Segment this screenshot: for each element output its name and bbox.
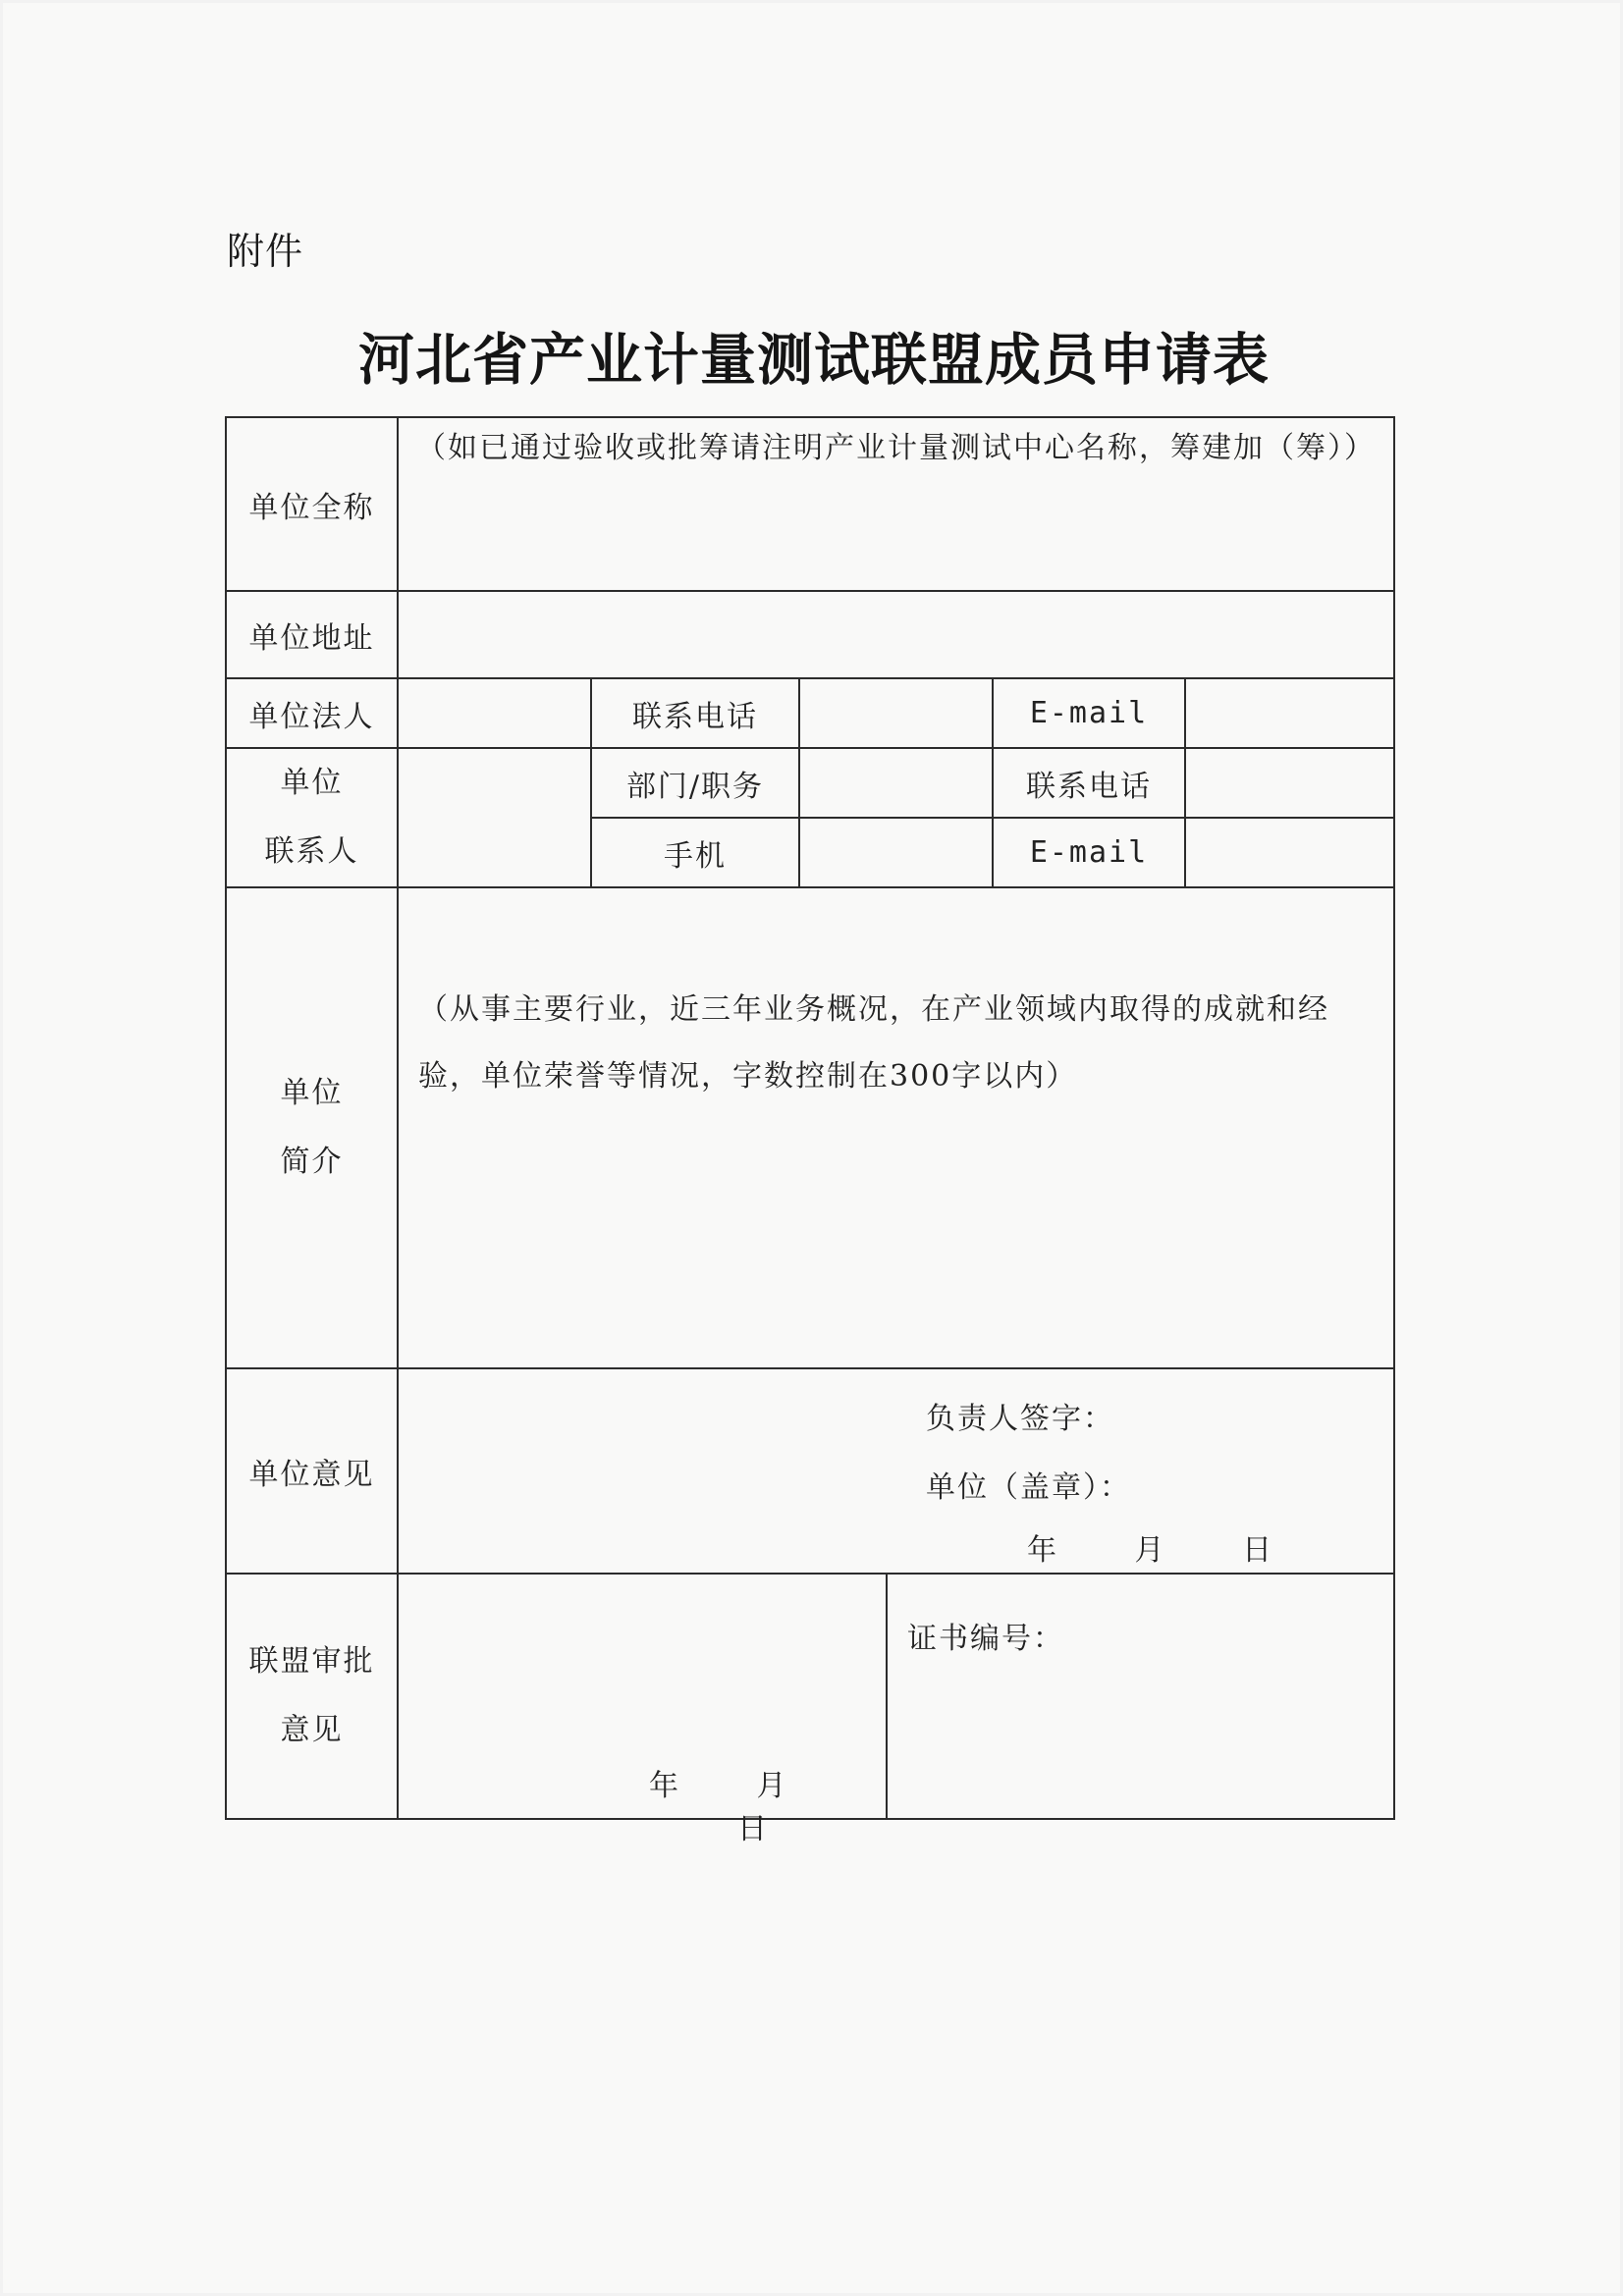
row-unit-opinion xyxy=(226,1368,1394,1574)
row-intro xyxy=(226,887,1394,1368)
certificate-no-field[interactable] xyxy=(887,1574,1394,1819)
unit-opinion-field[interactable] xyxy=(398,1368,1394,1574)
legal-rep-label: 单位法人 xyxy=(226,678,398,748)
approval-month: 月 xyxy=(756,1769,786,1803)
unit-address-label: 单位地址 xyxy=(226,591,398,678)
row-alliance-approval xyxy=(226,1574,1394,1819)
contact-label-line1: 单位 xyxy=(280,766,344,800)
unit-opinion-label: 单位意见 xyxy=(226,1368,398,1574)
contact-phone-label: 联系电话 xyxy=(993,748,1185,818)
legal-rep-name-field[interactable] xyxy=(398,678,591,748)
certificate-no-label: 证书编号： xyxy=(907,1622,1064,1656)
unit-full-name-hint: （如已通过验收或批筹请注明产业计量测试中心名称，筹建加（筹）） xyxy=(416,431,1377,465)
approval-day: 日 xyxy=(737,1812,767,1846)
unit-full-name-field[interactable] xyxy=(398,417,1394,591)
row-legal-rep xyxy=(226,678,1394,748)
unit-opinion-day: 日 xyxy=(1242,1533,1272,1568)
contact-phone-field[interactable] xyxy=(1185,748,1394,818)
form-title: 河北省产业计量测试联盟成员申请表 xyxy=(358,327,1270,393)
legal-rep-phone-field[interactable] xyxy=(799,678,993,748)
contact-label-line2: 联系人 xyxy=(264,834,359,869)
approval-date xyxy=(649,1761,886,1847)
intro-label-line2: 简介 xyxy=(280,1145,344,1179)
contact-email-field[interactable] xyxy=(1185,818,1394,887)
approval-label-line1: 联盟审批 xyxy=(248,1644,375,1679)
legal-rep-email-label: E-mail xyxy=(993,678,1185,748)
row-contact-1 xyxy=(226,748,1394,818)
application-form-table xyxy=(225,416,1395,1846)
intro-label xyxy=(226,887,398,1368)
approval-year: 年 xyxy=(649,1769,678,1803)
unit-opinion-date xyxy=(1027,1525,1271,1569)
legal-rep-email-field[interactable] xyxy=(1185,678,1394,748)
approval-label-line2: 意见 xyxy=(280,1713,344,1747)
row-unit-full-name xyxy=(226,417,1394,591)
contact-label xyxy=(226,748,398,887)
row-unit-address xyxy=(226,591,1394,678)
unit-opinion-year: 年 xyxy=(1027,1533,1056,1568)
approval-opinion-field[interactable] xyxy=(398,1574,887,1846)
attachment-label: 附件 xyxy=(227,230,304,273)
intro-label-line1: 单位 xyxy=(280,1076,344,1110)
legal-rep-phone-label: 联系电话 xyxy=(591,678,799,748)
contact-dept-label: 部门/职务 xyxy=(591,748,799,818)
intro-field[interactable] xyxy=(398,887,1394,1368)
contact-name-field[interactable] xyxy=(398,748,591,887)
unit-opinion-month: 月 xyxy=(1134,1533,1164,1568)
intro-hint: （从事主要行业，近三年业务概况，在产业领域内取得的成就和经验，单位荣誉等情况，字数控制在300字以内） xyxy=(418,992,1329,1094)
contact-mobile-label: 手机 xyxy=(591,818,799,887)
contact-dept-field[interactable] xyxy=(799,748,993,818)
seal-label: 单位（盖章）： xyxy=(926,1470,1131,1505)
contact-email-label: E-mail xyxy=(993,818,1185,887)
signer-label: 负责人签字： xyxy=(926,1402,1114,1436)
contact-mobile-field[interactable] xyxy=(799,818,993,887)
unit-full-name-label: 单位全称 xyxy=(226,417,398,591)
unit-address-field[interactable] xyxy=(398,591,1394,678)
unit-opinion-sign-block xyxy=(926,1385,1131,1522)
approval-label xyxy=(226,1574,398,1819)
